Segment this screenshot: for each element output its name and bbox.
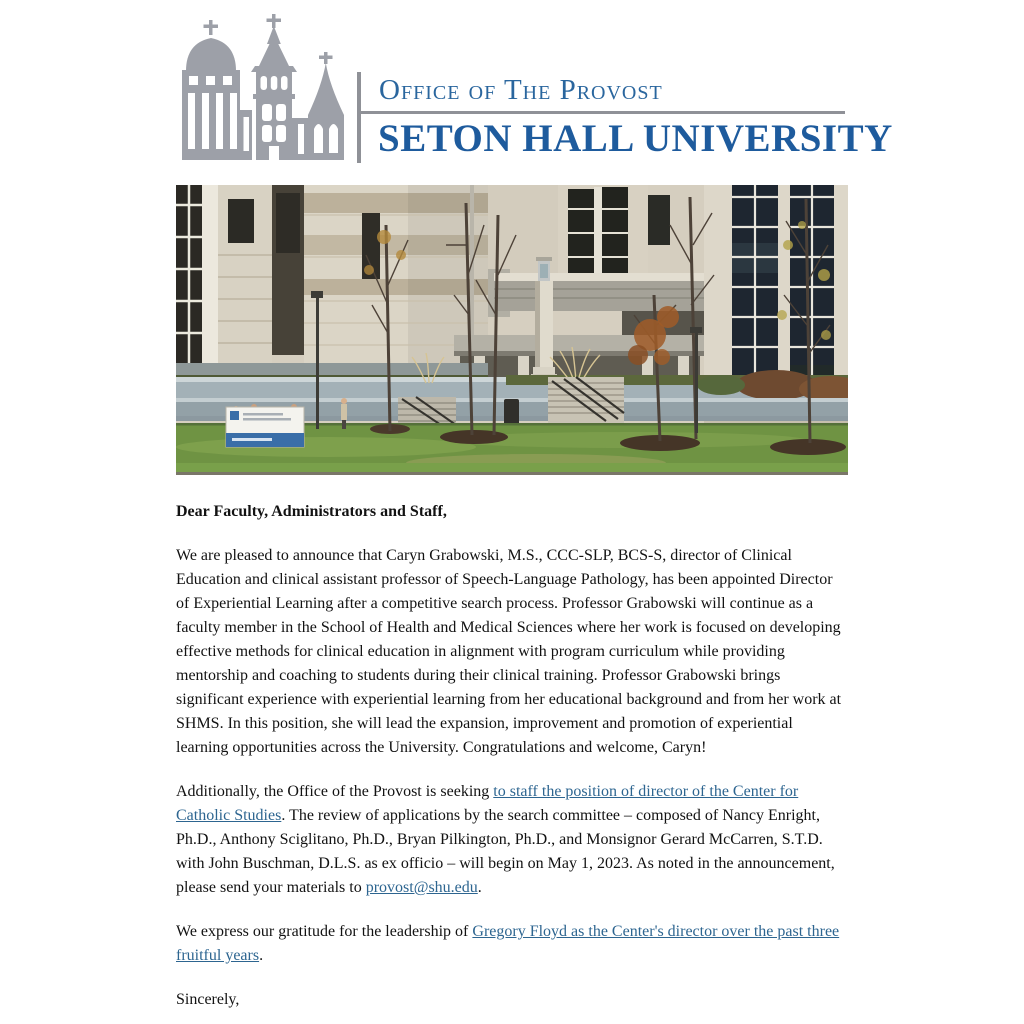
gregory-floyd-link[interactable]: Gregory Floyd as the Center's director over the past three fruitful years	[176, 923, 840, 964]
logo-divider-bar	[357, 72, 361, 163]
university-name: SETON HALL UNIVERSITY	[378, 117, 893, 160]
text-run: Additionally, the Office of the Provost is seeking	[176, 783, 494, 800]
announcement-paragraph	[176, 544, 848, 760]
text-run: Sincerely,	[176, 991, 240, 1008]
header-rule	[358, 111, 845, 114]
text-run: Dear Faculty, Administrators and Staff,	[176, 503, 447, 520]
center-director-posting-link[interactable]: to staff the position of director of the Center for Catholic Studies	[176, 783, 799, 824]
text-run: We are pleased to announce that Caryn Grabowski, M.S., CCC-SLP, BCS-S, director of Clinical Education and clinical assistant professor of Speech-Language Pathology, has been appointed Director of Experiential Learning after a competitive search process. Professor Grabowski will continue as a faculty member in the School of Health and Medical Sciences where her work is focused on developing effective methods for clinical education in alignment with program curriculum while providing mentorship and coaching to students during their clinical training. Professor Grabowski brings significant experience with experiential learning from her educational background and from her work at SHMS. In this position, she will lead the expansion, improvement and promotion of experiential learning opportunities across the University. Congratulations and welcome, Caryn!	[176, 547, 842, 756]
catholic-studies-paragraph	[176, 780, 848, 900]
text-run: .	[259, 947, 264, 964]
closing-line	[176, 988, 848, 1012]
campus-sign	[226, 407, 304, 447]
text-run: . The review of applications by the search committee – composed of Nancy Enright, Ph.D., Anthony Sciglitano, Ph.D., Bryan Pilkington, Ph.D., and Monsignor Gerard McCarren, S.T.D. with John Buschman, D.L.S. as ex officio – will begin on May 1, 2023. As noted in the announcement, please send your materials to	[176, 807, 835, 896]
gratitude-paragraph	[176, 920, 848, 968]
text-run: .	[477, 879, 482, 896]
salutation	[176, 500, 848, 524]
letter-body	[176, 479, 848, 1024]
office-name: Office of The Provost	[379, 74, 663, 106]
provost-email-link[interactable]: provost@shu.edu	[365, 879, 478, 896]
cathedral-crest-icon	[176, 13, 344, 160]
text-run: We express our gratitude for the leadership of	[176, 923, 473, 940]
campus-building-photo	[176, 185, 848, 475]
